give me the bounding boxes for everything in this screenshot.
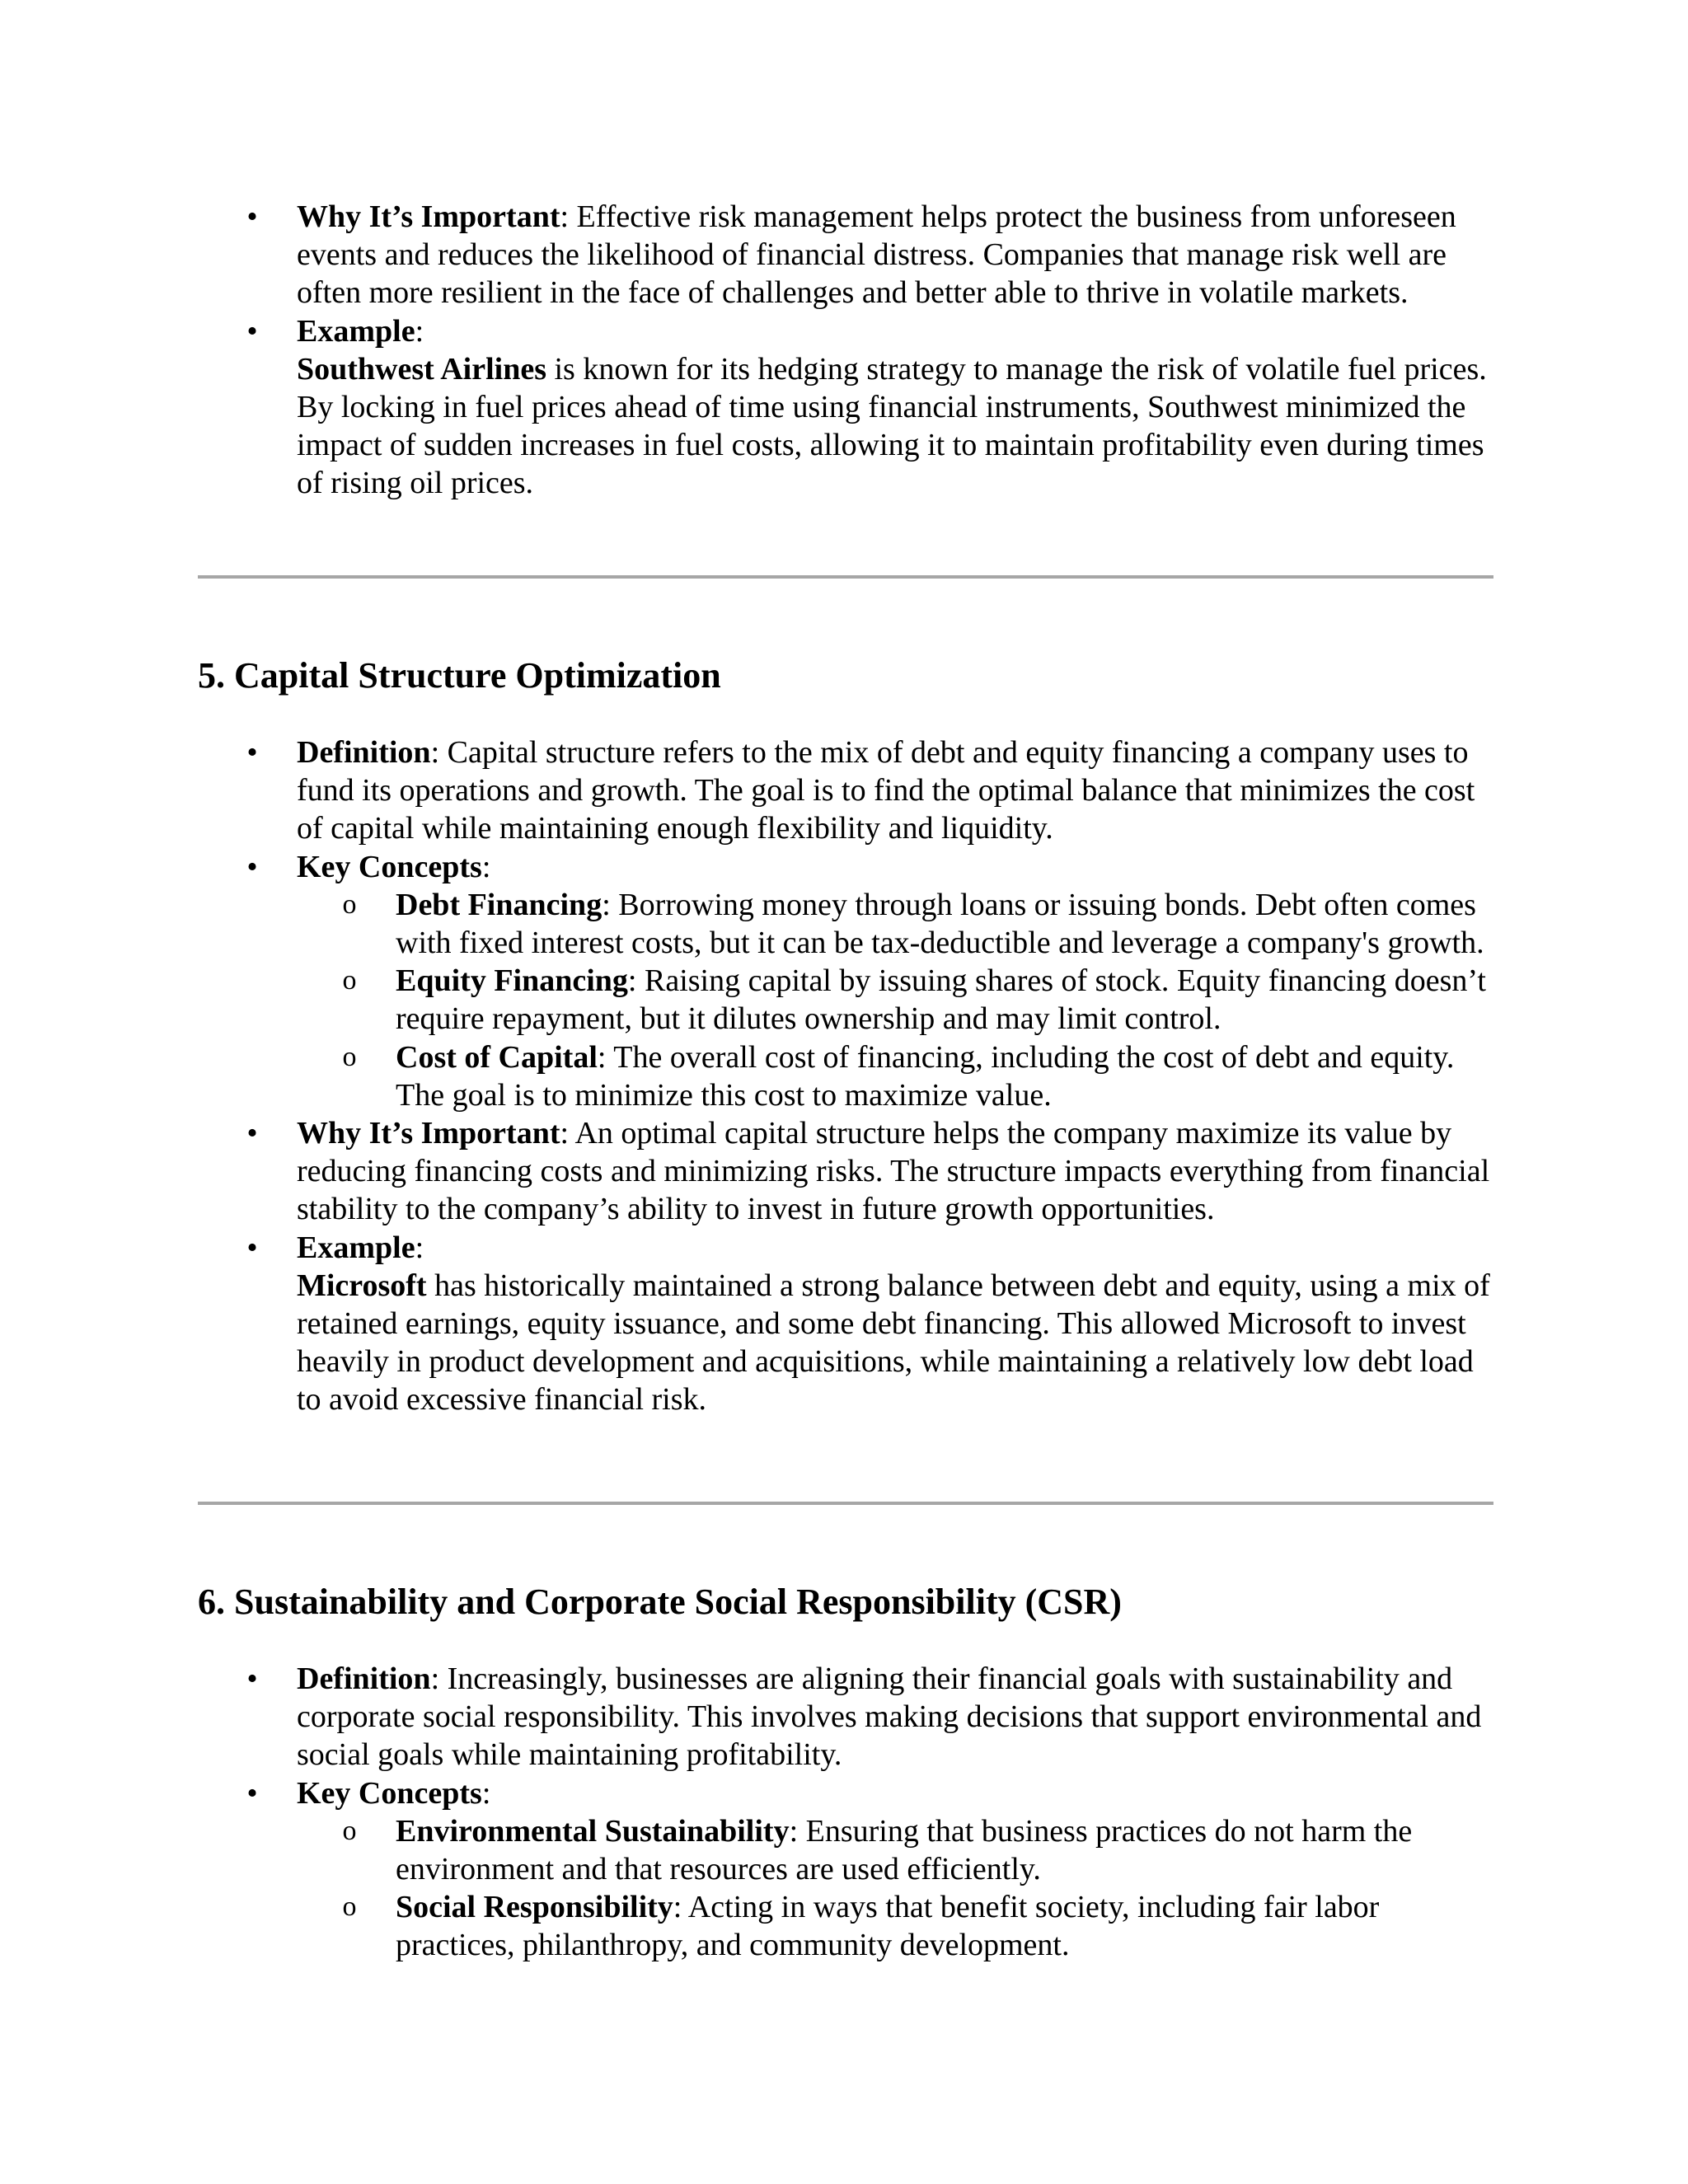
item-text: : — [481, 849, 491, 884]
concept-label: Cost of Capital — [396, 1039, 598, 1075]
list-item — [198, 1229, 1492, 1419]
sub-bullet-marker: o — [342, 1815, 357, 1846]
bullet-list — [198, 1660, 1492, 1965]
concept-label: Debt Financing — [396, 887, 603, 922]
item-text: : — [481, 1775, 491, 1811]
item-label: Why It’s Important — [297, 1116, 560, 1151]
sub-list-item — [297, 1038, 1492, 1114]
item-label: Key Concepts — [297, 1775, 482, 1811]
section-divider — [198, 1502, 1493, 1505]
sub-list-item — [297, 886, 1492, 962]
section-6-content — [198, 1660, 1492, 1965]
item-label: Definition — [297, 735, 431, 770]
bullet-marker: • — [246, 1661, 258, 1696]
bullet-marker: • — [246, 735, 258, 770]
risk-management-continuation — [198, 198, 1492, 503]
list-item — [198, 1774, 1492, 1965]
concept-text: : The overall cost of financing, including the cost of debt and equity. The goal is to minimize this cost to maximize value. — [396, 1039, 1455, 1113]
example-text: has historically maintained a strong balance between debt and equity, using a mix of retained earnings, equity issuance, and some debt financing. This allowed Microsoft to invest heavily in product development and acquisitions, while maintaining a relatively low debt load to avoid excessive financial risk. — [297, 1268, 1490, 1418]
item-text: : Increasingly, businesses are aligning their financial goals with sustainability and corporate social responsibility. This involves making decisions that support environmental and social goals while maintaining profitability. — [297, 1661, 1482, 1773]
example-text: is known for its hedging strategy to manage the risk of volatile fuel prices. By locking in fuel prices ahead of time using financial instruments, Southwest minimized the impact of sudden increases in fuel costs, allowing it to maintain profitability even during times of rising oil prices. — [297, 351, 1487, 501]
section-5-content — [198, 733, 1492, 1419]
example-company: Southwest Airlines — [297, 351, 546, 387]
sub-bullet-marker: o — [342, 1891, 357, 1923]
concept-text: : Borrowing money through loans or issuing bonds. Debt often comes with fixed interest costs, but it can be tax-deductible and leverage a company's growth. — [396, 887, 1484, 961]
sub-list-item — [297, 1812, 1492, 1888]
sub-list — [297, 1812, 1492, 1965]
list-item — [198, 198, 1492, 312]
item-label: Why It’s Important — [297, 199, 560, 234]
sub-list-item — [297, 1888, 1492, 1964]
bullet-list — [198, 198, 1492, 503]
concept-text: : Ensuring that business practices do not harm the environment and that resources are used efficiently. — [396, 1813, 1413, 1887]
item-text: : An optimal capital structure helps the company maximize its value by reducing financing costs and minimizing risks. The structure impacts everything from financial stability to the company’s ability to invest in future growth opportunities. — [297, 1116, 1490, 1227]
example-company: Microsoft — [297, 1268, 427, 1303]
section-heading: 5. Capital Structure Optimization — [198, 655, 721, 696]
list-item — [198, 1660, 1492, 1774]
list-item — [198, 312, 1492, 503]
bullet-marker: • — [246, 1775, 258, 1811]
sub-list — [297, 886, 1492, 1114]
example-paragraph — [297, 350, 1492, 503]
bullet-marker: • — [246, 1116, 258, 1151]
list-item — [198, 848, 1492, 1114]
item-text: : Effective risk management helps protect the business from unforeseen events and reduces the likelihood of financial distress. Companies that manage risk well are often more resilient in the face of challenges and better able to thrive in volatile markets. — [297, 199, 1456, 311]
sub-bullet-marker: o — [342, 965, 357, 996]
item-label: Example — [297, 1230, 415, 1265]
item-text: : Capital structure refers to the mix of debt and equity financing a company uses to fund its operations and growth. The goal is to find the optimal balance that minimizes the cost of capital while maintaining enough flexibility and liquidity. — [297, 735, 1475, 846]
bullet-marker: • — [246, 199, 258, 234]
item-label: Definition — [297, 1661, 431, 1696]
concept-label: Environmental Sustainability — [396, 1813, 790, 1849]
section-heading: 6. Sustainability and Corporate Social Responsibility (CSR) — [198, 1582, 1122, 1622]
sub-list-item — [297, 962, 1492, 1038]
concept-label: Equity Financing — [396, 963, 628, 999]
bullet-marker: • — [246, 313, 258, 349]
item-text: : — [415, 1230, 424, 1265]
bullet-marker: • — [246, 1230, 258, 1265]
list-item — [198, 1114, 1492, 1229]
sub-bullet-marker: o — [342, 1041, 357, 1072]
list-item — [198, 733, 1492, 848]
bullet-marker: • — [246, 849, 258, 884]
concept-label: Social Responsibility — [396, 1890, 673, 1925]
item-label: Key Concepts — [297, 849, 482, 884]
concept-text: : Acting in ways that benefit society, including fair labor practices, philanthropy, and community development. — [396, 1890, 1380, 1963]
concept-text: : Raising capital by issuing shares of stock. Equity financing doesn’t require repayment, but it dilutes ownership and may limit control. — [396, 963, 1486, 1037]
bullet-list — [198, 733, 1492, 1419]
example-paragraph — [297, 1267, 1492, 1419]
item-text: : — [415, 313, 424, 349]
item-label: Example — [297, 313, 415, 349]
sub-bullet-marker: o — [342, 888, 357, 920]
section-divider — [198, 575, 1493, 579]
